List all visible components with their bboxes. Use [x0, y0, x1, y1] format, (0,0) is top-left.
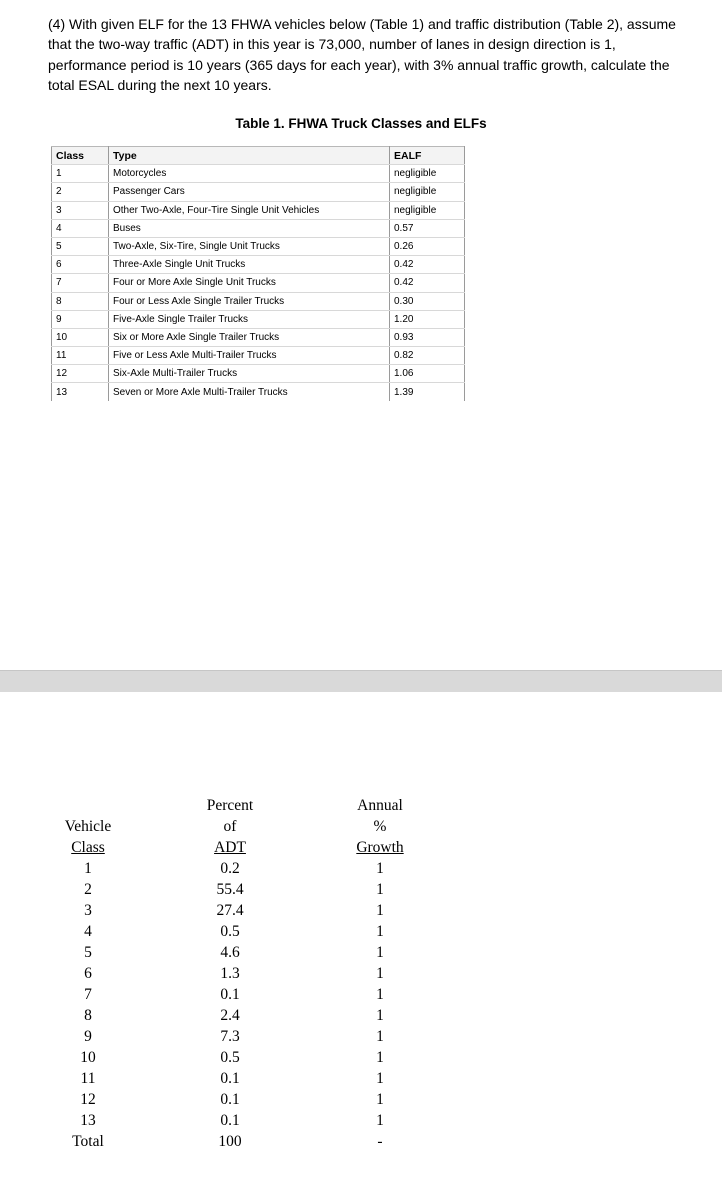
table2-vehicle-class-value: 2: [84, 881, 92, 898]
table1-cell-type: Five-Axle Single Trailer Trucks: [109, 310, 390, 328]
table2-percent-adt-header: ADT: [214, 839, 246, 856]
table1-cell-class: 8: [52, 292, 109, 310]
table2-percent-adt-header: Percent: [206, 797, 254, 814]
table2-annual-growth-header: %: [373, 818, 387, 835]
table1-cell-type: Three-Axle Single Unit Trucks: [109, 256, 390, 274]
table1-cell-type: Four or Less Axle Single Trailer Trucks: [109, 292, 390, 310]
table2-vehicle-class-value: 1: [84, 860, 92, 877]
table1-cell-ealf: 0.42: [390, 274, 465, 292]
table2-annual-growth-value: 1: [376, 902, 384, 919]
table2-annual-growth-value: 1: [376, 1028, 384, 1045]
table1-cell-ealf: 0.42: [390, 256, 465, 274]
table2: [0, 692, 722, 1188]
table2-annual-growth-value: 1: [376, 1112, 384, 1129]
table2-vehicle-class-value: 13: [80, 1112, 96, 1129]
table2-annual-growth-value: 1: [376, 944, 384, 961]
table1-row: [52, 237, 465, 255]
table1-header-class: Class: [52, 147, 109, 165]
table1-cell-class: 11: [52, 347, 109, 365]
table1-row: [52, 292, 465, 310]
table2-annual-growth-header: Growth: [356, 839, 404, 856]
table1-header-ealf: EALF: [390, 147, 465, 165]
table1-row: [52, 165, 465, 183]
table2-percent-adt-value: 0.1: [220, 1112, 240, 1129]
table1-row: [52, 219, 465, 237]
table1-cell-ealf: 0.93: [390, 328, 465, 346]
table1-cell-ealf: 0.82: [390, 347, 465, 365]
table1-cell-type: Motorcycles: [109, 165, 390, 183]
table1-cell-type: Five or Less Axle Multi-Trailer Trucks: [109, 347, 390, 365]
table2-percent-adt-value: 1.3: [220, 965, 240, 982]
table1-cell-class: 9: [52, 310, 109, 328]
table1: [51, 146, 465, 401]
table2-vehicle-class-value: 11: [80, 1070, 96, 1087]
table1-cell-class: 5: [52, 237, 109, 255]
table1-cell-ealf: negligible: [390, 165, 465, 183]
table2-annual-growth-value: 1: [376, 1091, 384, 1108]
table2-annual-growth-value: 1: [376, 923, 384, 940]
table2-vehicle-class-value: 12: [80, 1091, 96, 1108]
table1-cell-class: 3: [52, 201, 109, 219]
page-divider: [0, 670, 722, 692]
table2-percent-adt-value: 0.5: [220, 923, 240, 940]
table1-cell-class: 2: [52, 183, 109, 201]
table2-vehicle-class-value: 3: [84, 902, 92, 919]
table2-percent-adt-value: 0.5: [220, 1049, 240, 1066]
table1-cell-ealf: negligible: [390, 201, 465, 219]
table2-vehicle-class-value: 10: [80, 1049, 96, 1066]
table1-row: [52, 347, 465, 365]
table2-annual-growth-value: 1: [376, 1007, 384, 1024]
table2-percent-adt-value: 4.6: [220, 944, 240, 961]
table2-percent-adt-value: 7.3: [220, 1028, 240, 1045]
table2-vehicle-class-value: 7: [84, 986, 92, 1003]
table2-annual-growth-value: 1: [376, 1070, 384, 1087]
table1-cell-class: 7: [52, 274, 109, 292]
table2-vehicle-class-header: Vehicle: [64, 818, 112, 835]
table1-title: Table 1. FHWA Truck Classes and ELFs: [235, 116, 487, 131]
table1-row: [52, 383, 465, 401]
table1-cell-class: 10: [52, 328, 109, 346]
table1-cell-type: Four or More Axle Single Unit Trucks: [109, 274, 390, 292]
table1-cell-type: Six-Axle Multi-Trailer Trucks: [109, 365, 390, 383]
table2-percent-adt-value: 0.1: [220, 1091, 240, 1108]
table1-cell-class: 12: [52, 365, 109, 383]
table1-cell-type: Two-Axle, Six-Tire, Single Unit Trucks: [109, 237, 390, 255]
table1-cell-ealf: 0.26: [390, 237, 465, 255]
table2-percent-adt-value: 100: [218, 1133, 242, 1150]
table1-cell-type: Six or More Axle Single Trailer Trucks: [109, 328, 390, 346]
table2-vehicle-class-value: 9: [84, 1028, 92, 1045]
table1-cell-type: Passenger Cars: [109, 183, 390, 201]
table1-cell-class: 13: [52, 383, 109, 401]
table2-vehicle-class-value: Total: [72, 1133, 104, 1150]
table2-percent-adt-value: 55.4: [216, 881, 244, 898]
table1-row: [52, 274, 465, 292]
table1-cell-ealf: 1.39: [390, 383, 465, 401]
table1-row: [52, 256, 465, 274]
table2-percent-adt-value: 27.4: [216, 902, 244, 919]
table1-row: [52, 365, 465, 383]
table2-percent-adt-value: 2.4: [220, 1007, 240, 1024]
table1-cell-class: 6: [52, 256, 109, 274]
table2-percent-adt-header: of: [223, 818, 237, 835]
table1-cell-ealf: 0.57: [390, 219, 465, 237]
table2-vehicle-class-value: 6: [84, 965, 92, 982]
table1-cell-ealf: 1.06: [390, 365, 465, 383]
table1-row: [52, 201, 465, 219]
table2-annual-growth-column: [340, 795, 420, 1152]
table2-annual-growth-value: 1: [376, 860, 384, 877]
table1-cell-type: Other Two-Axle, Four-Tire Single Unit Vehicles: [109, 201, 390, 219]
table2-percent-adt-column: [190, 795, 270, 1152]
table2-vehicle-class-value: 5: [84, 944, 92, 961]
table1-header-type: Type: [109, 147, 390, 165]
table1-cell-type: Seven or More Axle Multi-Trailer Trucks: [109, 383, 390, 401]
table1-cell-type: Buses: [109, 219, 390, 237]
question-text: (4) With given ELF for the 13 FHWA vehicles below (Table 1) and traffic distribution (Table 2), assume that the two-way traffic (ADT) in this year is 73,000, number of lanes in design direction is 1, performance period is 10 years (365 days for each year), with 3% annual traffic growth, calculate the total ESAL during the next 10 years.: [48, 16, 676, 94]
table2-vehicle-class-column: [48, 816, 128, 1152]
table2-annual-growth-value: 1: [376, 986, 384, 1003]
table2-annual-growth-header: Annual: [357, 797, 403, 814]
table1-header-row: [52, 147, 465, 165]
table2-annual-growth-value: 1: [376, 881, 384, 898]
table2-annual-growth-value: 1: [376, 1049, 384, 1066]
table2-percent-adt-value: 0.1: [220, 986, 240, 1003]
table1-row: [52, 328, 465, 346]
table2-vehicle-class-header: Class: [71, 839, 105, 856]
table2-percent-adt-value: 0.1: [220, 1070, 240, 1087]
table2-annual-growth-value: -: [377, 1133, 383, 1150]
table2-percent-adt-value: 0.2: [220, 860, 240, 877]
table1-cell-ealf: 1.20: [390, 310, 465, 328]
table1-row: [52, 310, 465, 328]
table2-annual-growth-value: 1: [376, 965, 384, 982]
table1-cell-ealf: negligible: [390, 183, 465, 201]
table1-cell-class: 4: [52, 219, 109, 237]
table1-cell-ealf: 0.30: [390, 292, 465, 310]
table1-cell-class: 1: [52, 165, 109, 183]
table2-vehicle-class-value: 4: [84, 923, 92, 940]
table1-row: [52, 183, 465, 201]
table2-vehicle-class-value: 8: [84, 1007, 92, 1024]
